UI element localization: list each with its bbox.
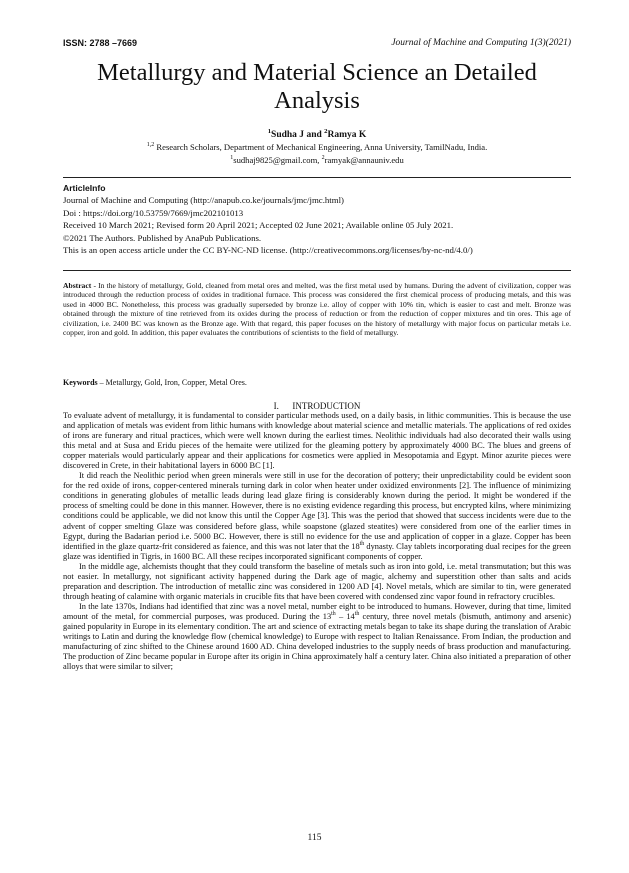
article-info-heading: ArticleInfo	[63, 183, 106, 193]
keywords	[63, 378, 571, 387]
body-text	[63, 411, 571, 672]
article-info-journal[interactable]: Journal of Machine and Computing (http://anapub.co.ke/journals/jmc/jmc.html)	[63, 195, 344, 206]
article-info-license[interactable]: This is an open access article under the CC BY-NC-ND license. (http://creativecommons.org/licenses/by-nc-nd/4.0/)	[63, 245, 473, 256]
affiliation-text: Research Scholars, Department of Mechanical Engineering, Anna University, TamilNadu, India.	[154, 142, 488, 152]
author2-sup: 2	[324, 127, 328, 135]
authors-and: and	[304, 130, 325, 140]
email1-sup: 1	[230, 155, 234, 162]
affiliation	[63, 142, 571, 153]
paragraph-1: To evaluate advent of metallurgy, it is fundamental to consider particular methods used, on a daily basis, in lithic communities. This is because the use and application of metals was evident from lithic humans with knowledge about material science and metallic materials. The applications of red oxides of irons are funerary and ritual practices, which were well known during the earliest times. Neolithic individuals had also decorated their walls using this metal and at Susa and Eridu pieces of the hemaite were utilized for the gleaming pottery by approximately 4000 BC. The blues and greens of copper materials would particularly appear and their applications for cosmetics were applied in Mesopotamia and Egypt. Minor azurite pieces were discovered in Crete, in their habitational layers in 6000 BC [1].	[63, 411, 571, 471]
email1[interactable]: sudhaj9825@gmail.com,	[233, 155, 322, 165]
keywords-text: – Metallurgy, Gold, Iron, Copper, Metal Ores.	[97, 378, 247, 387]
author1-name: Sudha J	[271, 130, 305, 140]
paragraph-4	[63, 602, 571, 672]
article-info-copyright: ©2021 The Authors. Published by AnaPub Publications.	[63, 232, 262, 243]
author2-name: Ramya K	[327, 130, 367, 140]
paragraph-4-part-a: In the late 1370s, Indians had identified that zinc was a novel metal, number eight to be introduced to humans. However, during that time, limited amount of the metal, for commercial purposes, was produced. During the 13	[63, 601, 571, 621]
author1-sup: 1	[267, 127, 272, 135]
paragraph-2-part-a: It did reach the Neolithic period when green minerals were still in use for the decoration of pottery; their unpredictability could be evident soon for the red oxide of irons, copper-centered minerals turning dark in color when heater under oxidized environments [2]. The influence of minimizing conditions in generating globules of metallic leads during lead glaze firing is considerably known during the period. It might be wondered if the process of smelting could be done in this manner. However, there is no existing evidence regarding this process, but encrypted kilns, where minimizing conditions could be applicable, we did not know this until the Copper Age [3]. This was the period that showed that success incidents were due to the advent of copper smelting Glaze was considered before glass, while soapstone (glazed steatites) were considered from one of the earlier times in Egypt, during the Badarian period i.e. 5000 BC. However, there is still no evidence for the use and application of copper in a glaze. Copper has been identified in the glaze quartz-frit considered as faience, and this was not later that the 18	[63, 471, 571, 551]
section-number: I.	[273, 401, 279, 411]
email2-sup: 2	[321, 155, 325, 162]
paragraph-4-part-c: century, three novel metals (bismuth, antimony and arsenic) gained popularity in Europe in its elementary condition. The art and science of extracting metals began to take its shape during the translation of Arabic writings to Latin and during the knowledge flow (chemical knowledge) to Europe with respect to Italian Renaissance. From Indian, the production and manufacturing of zinc shifted to the Chinese around 1600 AD. China developed industries to the supply needs of brass production and manufacturing. The production of Zinc became popular in Europe after its origin in China approximately half a century later. China also initiated a preparation of other alloys that were similar to silver;	[63, 611, 572, 672]
divider-top	[63, 177, 571, 178]
article-info-doi[interactable]: Doi : https://doi.org/10.53759/7669/jmc202101013	[63, 207, 244, 218]
paragraph-4-sup-2: th	[354, 611, 360, 618]
authors	[63, 127, 571, 140]
issn: ISSN: 2788 –7669	[63, 38, 138, 48]
author-emails	[63, 155, 571, 165]
article-info-dates: Received 10 March 2021; Revised form 20 April 2021; Accepted 02 June 2021; Available online 05 July 2021.	[63, 220, 454, 231]
paragraph-3: In the middle age, alchemists thought that they could transform the baseline of metals such as iron into gold, i.e. metal transmutation; but this was not easier. In metallurgy, not significant activity happened during the Dark age of magic, alchemy and superstition other than salts and acids preparation and description. The introduction of metallic zinc was considered in 1200 AD [4]. Novel metals, which are similar to tin, were generated through heating of calamine with organic materials in crucible fits that have been covered with condensed zinc vapor found in refractory crucibles.	[63, 561, 571, 601]
journal-issue: Journal of Machine and Computing 1(3)(2021)	[391, 38, 571, 48]
running-header	[63, 38, 571, 50]
paragraph-2-sup: th	[359, 540, 365, 547]
email2[interactable]: ramyak@annauniv.edu	[324, 155, 404, 165]
section-title: INTRODUCTION	[292, 401, 361, 411]
divider-bottom	[63, 270, 571, 271]
abstract-text: - In the history of metallurgy, Gold, cleaned from metal ores and melted, was the first metal used by humans. During the advent of civilization, copper was introduced through the reduction process of oxides in traditional furnace. This process was considered the first chemical process of producing metals, and this was used in 4000 BC. Nonetheless, this process was gradually superseded by bronze i.e. alloy of copper with 10% tin, which is easier to cast and melt. Bronze was obtained through the mixture of tine retrieved from its oxides during the process of reduction or from the reduction of copper mixtures and tin ores. This age of civilization, i.e. 2400 BC was known as the Bronze age. With that regard, this paper focuses on the history of metallurgy with major focus on particular metals i.e. copper, iron and gold. In addition, this paper evaluates the contributions of scientists to the field of metallurgy.	[63, 281, 571, 338]
keywords-label: Keywords	[63, 378, 98, 387]
abstract	[63, 281, 571, 337]
paragraph-4-part-b: – 14	[335, 611, 355, 621]
paragraph-2	[63, 471, 571, 561]
abstract-label: Abstract	[63, 281, 92, 290]
section-heading	[63, 401, 571, 411]
paragraph-4-sup-1: th	[331, 611, 336, 618]
page-number: 115	[307, 833, 322, 843]
affiliation-sup: 1,2	[146, 142, 155, 149]
paper-title: Metallurgy and Material Science an Detailed Analysis	[97, 59, 537, 114]
paragraph-2-part-b: dynasty. Clay tablets incorporating dual recipes for the green glaze was identified in Tigris, in 1600 BC. All these recipes incorporated significant components of copper.	[63, 541, 571, 561]
article-info	[63, 182, 571, 256]
